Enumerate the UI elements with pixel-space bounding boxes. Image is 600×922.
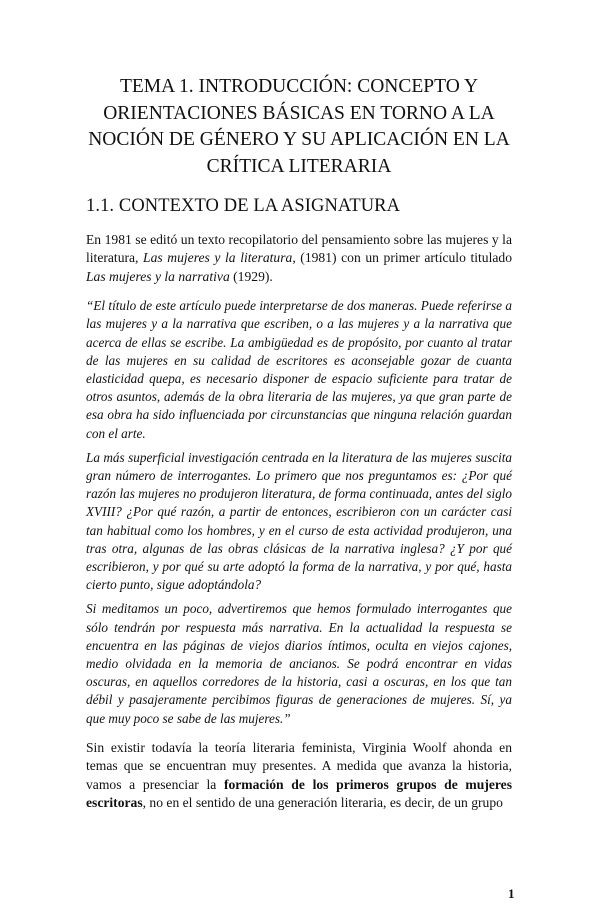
page-number: 1 <box>508 886 515 901</box>
closing-paragraph <box>86 739 512 813</box>
closing-text-1: Sin existir todavía la teoría literaria feminista, Virginia Woolf ahonda en temas que se encuentran muy presentes. A medida que avanza la historia, vamos a presenciar la <box>86 739 512 792</box>
closing-text-2: , no en el sentido de una generación literaria, es decir, de un grupo <box>142 795 503 811</box>
intro-book-title: Las mujeres y la literatura <box>143 250 293 266</box>
intro-article-title: Las mujeres y la narrativa <box>86 268 230 284</box>
quote-paragraph-2: La más superficial investigación centrada en la literatura de las mujeres suscita gran número de interrogantes. Lo primero que nos preguntamos es: ¿Por qué razón las mujeres no produjeron literatura, de forma continuada, antes del siglo XVIII? ¿Por qué razón, a partir de entonces, escribieron con un carácter casi tan habitual como los hombres, y en el curso de esta actividad produjeron, una tras otra, algunas de las obras clásicas de la narrativa inglesa? ¿Y por qué escribieron, y por qué su arte adoptó la forma de la narrativa, y por qué, hasta cierto punto, sigue adoptándola? <box>86 449 512 593</box>
quote-paragraph-3: Si meditamos un poco, advertiremos que hemos formulado interrogantes que sólo tendrán por respuesta más narrativa. En la actualidad la respuesta se encuentra en las páginas de viejos diarios íntimos, oculta en viejos cajones, medio olvidada en la memoria de ancianos. Se podrá encontrar en vidas oscuras, en aquellos corredores de la historia, casi a oscuras, en los que tan débil y pasajeramente percibimos figuras de generaciones de mujeres. Sí, ya que muy poco se sabe de las mujeres.” <box>86 601 512 726</box>
section-heading: 1.1. CONTEXTO DE LA ASIGNATURA <box>86 196 401 216</box>
chapter-title: TEMA 1. INTRODUCCIÓN: CONCEPTO Y ORIENTACIONES BÁSICAS EN TORNO A LA NOCIÓN DE GÉNERO Y SU APLICACIÓN EN LA CRÍTICA LITERARIA <box>88 76 510 177</box>
intro-text-3: (1929). <box>229 268 273 284</box>
document-page <box>0 74 600 922</box>
intro-paragraph <box>86 231 512 286</box>
closing-bold-text: formación de los primeros grupos de mujeres escritoras <box>86 776 512 811</box>
intro-text-1: En 1981 se editó un texto recopilatorio del pensamiento sobre las mujeres y la literatura, <box>86 232 512 266</box>
intro-text-2: , (1981) con un primer artículo titulado <box>292 250 512 266</box>
quote-paragraph-1: “El título de este artículo puede interpretarse de dos maneras. Puede referirse a las mujeres y a la narrativa que escriben, o a las mujeres y a la narrativa que acerca de ellas se escribe. La ambigüedad es de propósito, por cuanto al tratar de las mujeres en su calidad de escritores es aconsejable gozar de cuanta elasticidad quepa, es necesario disponer de espacio suficiente para tratar de otros asuntos, además de la obra literaria de las mujeres, ya que gran parte de esa obra ha sido influenciada por circunstancias que ninguna relación guardan con el arte. <box>86 298 512 441</box>
